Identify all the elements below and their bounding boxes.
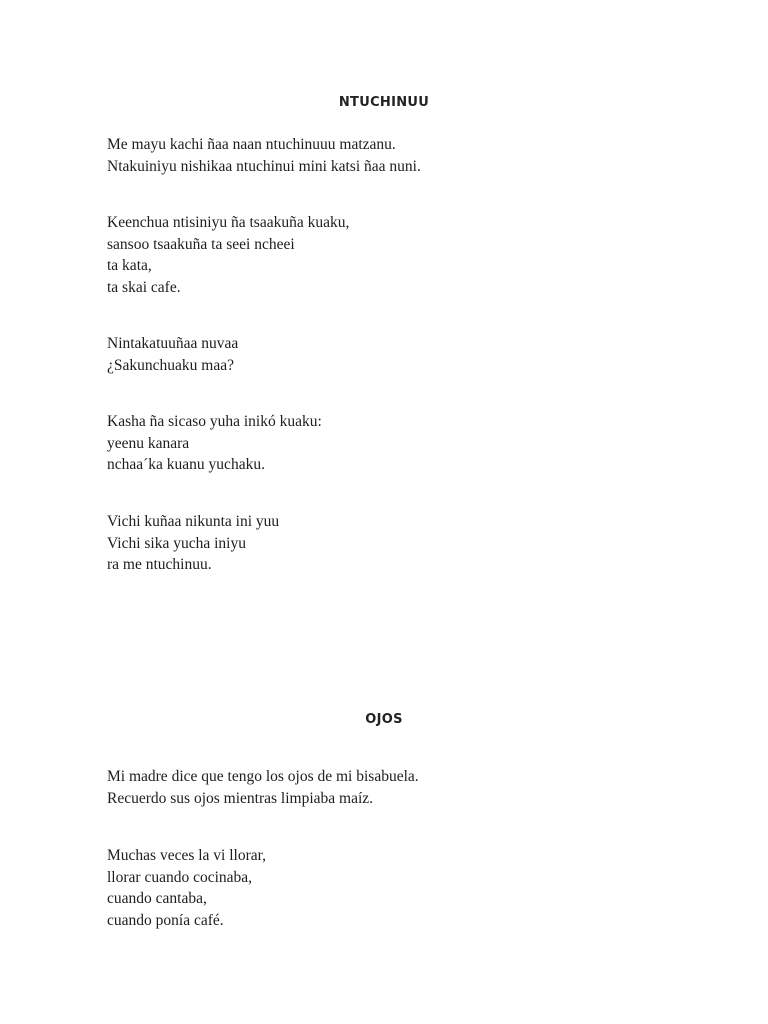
poem-line: Nintakatuuñaa nuvaa <box>107 335 239 352</box>
poem-line: cuando ponía café. <box>107 911 224 929</box>
poem-line: yeenu kanara <box>107 434 190 452</box>
poem1-stanza-2 <box>107 212 727 298</box>
poem-line: Keenchua ntisiniyu ña tsaakuña kuaku, <box>107 214 350 231</box>
poem-line: ta kata, <box>107 257 152 274</box>
poem2-stanza-1 <box>107 766 727 809</box>
poem-line: Mi madre dice que tengo los ojos de mi bisabuela. <box>107 768 419 785</box>
poem-line: Kasha ña sicaso yuha inikó kuaku: <box>107 413 322 430</box>
poem-line: ta skai cafe. <box>107 278 181 296</box>
poem1-stanza-4 <box>107 411 727 476</box>
poem-line: Vichi kuñaa nikunta ini yuu <box>107 513 280 530</box>
poem-line: Muchas veces la vi llorar, <box>107 847 267 864</box>
poem-line: ra me ntuchinuu. <box>107 556 212 573</box>
poem-title-ntuchinuu: NTUCHINUU <box>338 95 430 110</box>
poem-title-ojos: OJOS <box>365 712 403 727</box>
poem1-stanza-1 <box>107 134 727 177</box>
poem-line: nchaa´ka kuanu yuchaku. <box>107 456 265 473</box>
poem-line: Ntakuiniyu nishikaa ntuchinui mini katsi ñaa nuni. <box>107 157 421 175</box>
poem-line: cuando cantaba, <box>107 890 207 907</box>
poem-line: sansoo tsaakuña ta seei ncheei <box>107 235 295 253</box>
poem2-stanza-2 <box>107 845 727 931</box>
poem-line: Vichi sika yucha iniyu <box>107 534 246 552</box>
poem1-stanza-5 <box>107 511 727 576</box>
poem-line: Me mayu kachi ñaa naan ntuchinuuu matzanu. <box>107 136 396 153</box>
poem-line: Recuerdo sus ojos mientras limpiaba maíz. <box>107 789 374 807</box>
poem-line: llorar cuando cocinaba, <box>107 868 253 886</box>
poem1-stanza-3 <box>107 333 727 376</box>
poem-line: ¿Sakunchuaku maa? <box>107 356 234 374</box>
